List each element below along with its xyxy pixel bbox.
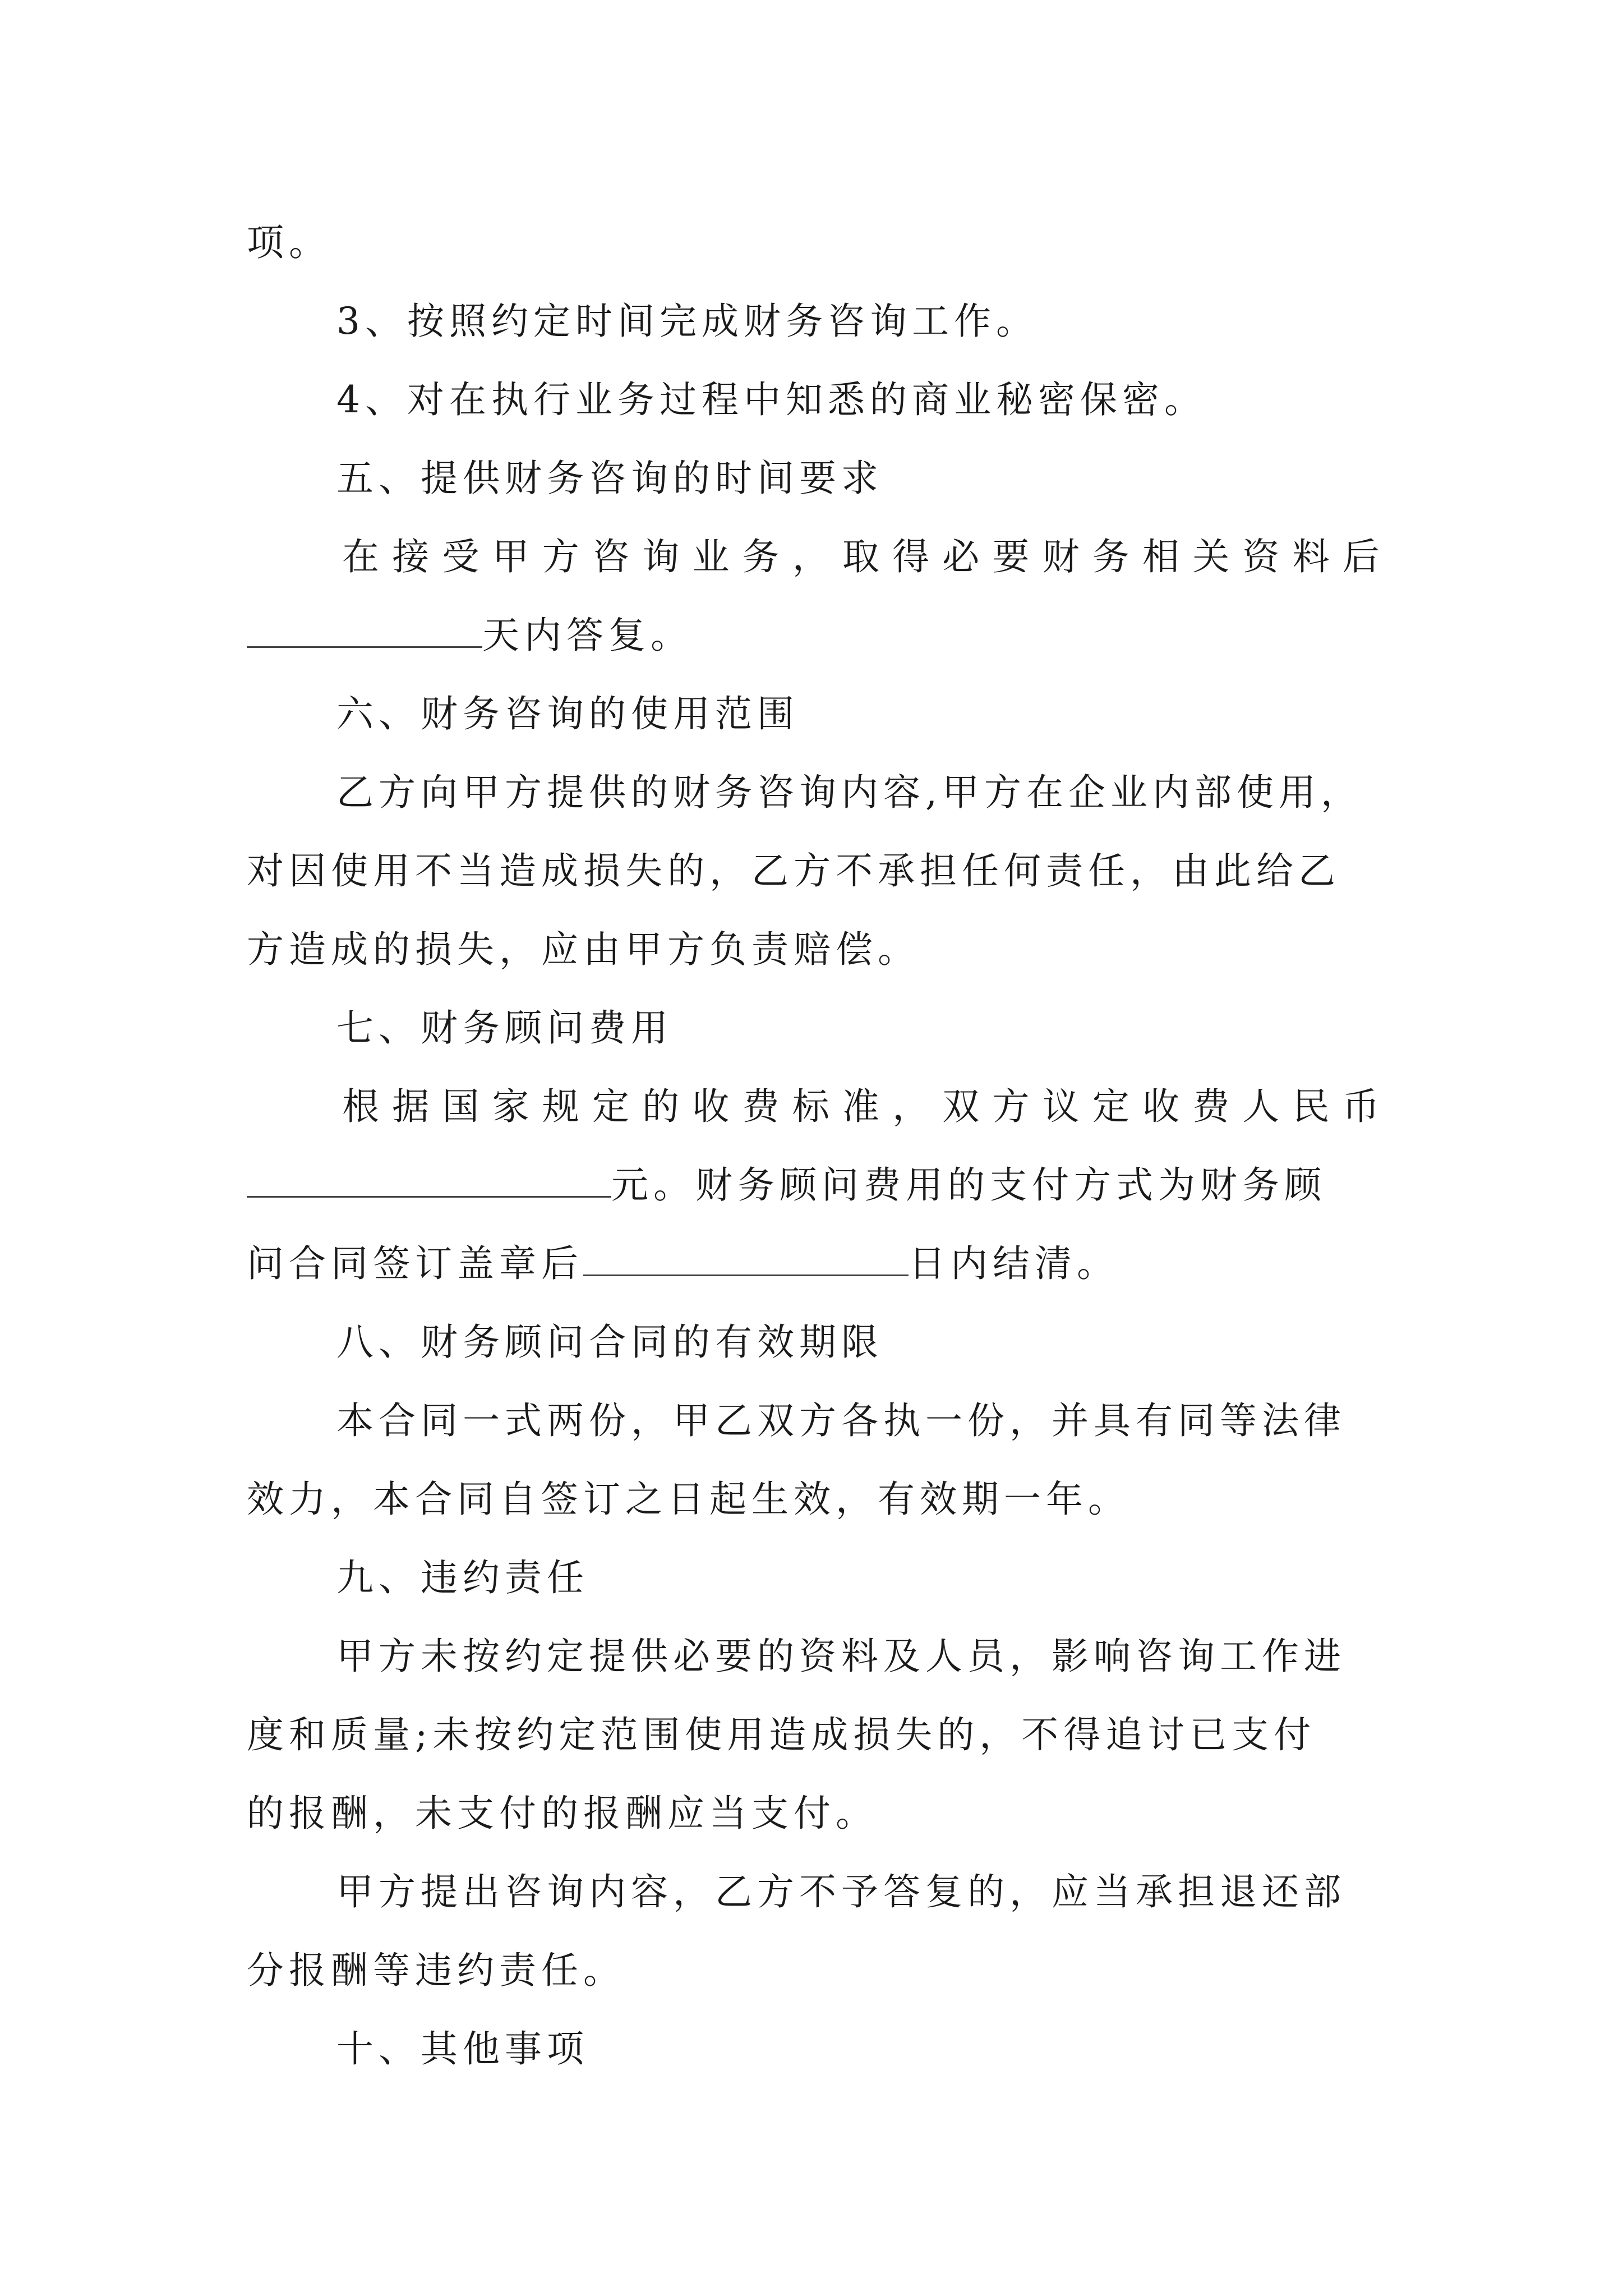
paragraph-line: 方造成的损失，应由甲方负责赔偿。	[247, 928, 920, 971]
text-char: 询	[642, 535, 680, 578]
text-char: 民	[1292, 1085, 1330, 1128]
text-char: 定	[1092, 1085, 1129, 1128]
fill-in-blank	[247, 611, 482, 648]
text-char: 相	[1142, 535, 1179, 578]
text-char: 费	[1192, 1085, 1230, 1128]
text-char: 议	[1042, 1085, 1080, 1128]
paragraph-text: 问合同签订盖章后	[247, 1242, 583, 1285]
text-char: 甲	[492, 535, 529, 578]
paragraph-line: 度和质量;未按约定范围使用造成损失的，不得追讨已支付	[247, 1713, 1316, 1756]
text-char: 接	[392, 535, 430, 578]
text-char: 双	[942, 1085, 980, 1128]
text-char: 取	[842, 535, 879, 578]
paragraph-line: 效力，本合同自签订之日起生效，有效期一年。	[247, 1478, 1130, 1521]
text-char: 人	[1242, 1085, 1280, 1128]
text-char: 费	[742, 1085, 780, 1128]
text-char: 方	[542, 535, 579, 578]
paragraph-line: 的报酬，未支付的报酬应当支付。	[247, 1792, 878, 1835]
section-heading: 七、财务顾问费用	[336, 1006, 673, 1050]
text-char: 标	[792, 1085, 829, 1128]
text-char: 准	[842, 1085, 879, 1128]
paragraph-line: 项。	[247, 221, 331, 264]
text-char: 收	[692, 1085, 730, 1128]
paragraph-text: 元。财务顾问费用的支付方式为财务顾	[611, 1163, 1326, 1207]
text-char: ，	[792, 535, 829, 578]
text-char: 业	[692, 535, 730, 578]
list-item: 3、按照约定时间完成财务咨询工作。	[336, 300, 1038, 343]
text-char: 的	[642, 1085, 680, 1128]
text-char: 必	[942, 535, 980, 578]
paragraph-line: 乙方向甲方提供的财务咨询内容,甲方在企业内部使用，	[336, 771, 1363, 814]
text-char: 关	[1192, 535, 1230, 578]
paragraph-line: 分报酬等违约责任。	[247, 1949, 625, 1992]
list-item: 4、对在执行业务过程中知悉的商业秘密保密。	[336, 378, 1206, 421]
section-heading: 五、提供财务咨询的时间要求	[336, 457, 883, 500]
text-char: 后	[1342, 535, 1380, 578]
paragraph-line	[342, 532, 1380, 582]
text-char: 据	[392, 1085, 430, 1128]
paragraph-line: 本合同一式两份，甲乙双方各执一份，并具有同等法律	[336, 1399, 1346, 1442]
section-heading: 九、违约责任	[336, 1556, 589, 1599]
section-heading: 十、其他事项	[336, 2027, 589, 2070]
fill-in-blank	[583, 1240, 909, 1276]
text-char: 规	[542, 1085, 579, 1128]
text-char: 在	[342, 535, 379, 578]
text-char: 料	[1292, 535, 1330, 578]
text-char: 根	[342, 1085, 379, 1128]
text-char: 方	[992, 1085, 1030, 1128]
text-char: 家	[492, 1085, 529, 1128]
paragraph-line	[342, 1082, 1380, 1132]
text-char: 收	[1142, 1085, 1179, 1128]
text-char: 咨	[592, 535, 629, 578]
text-char: 务	[1092, 535, 1129, 578]
paragraph-line	[247, 1160, 1380, 1211]
text-char: 定	[592, 1085, 629, 1128]
fill-in-blank	[247, 1161, 611, 1198]
text-char: 币	[1342, 1085, 1380, 1128]
paragraph-line: 甲方提出咨询内容，乙方不予答复的，应当承担退还部	[336, 1870, 1346, 1913]
text-char: 要	[992, 535, 1030, 578]
text-char: 国	[442, 1085, 479, 1128]
section-heading: 八、财务顾问合同的有效期限	[336, 1320, 883, 1364]
paragraph-line: 对因使用不当造成损失的，乙方不承担任何责任，由此给乙	[247, 849, 1340, 892]
text-char: ，	[892, 1085, 930, 1128]
text-char: 务	[742, 535, 780, 578]
paragraph-text: 天内答复。	[482, 614, 693, 657]
paragraph-text: 日内结清。	[909, 1242, 1119, 1285]
paragraph-line: 甲方未按约定提供必要的资料及人员，影响咨询工作进	[336, 1635, 1346, 1678]
text-char: 财	[1042, 535, 1080, 578]
paragraph-line	[247, 610, 1380, 661]
text-char: 受	[442, 535, 479, 578]
text-char: 得	[892, 535, 930, 578]
text-char: 资	[1242, 535, 1280, 578]
paragraph-line	[247, 1239, 1380, 1289]
section-heading: 六、财务咨询的使用范围	[336, 692, 799, 735]
